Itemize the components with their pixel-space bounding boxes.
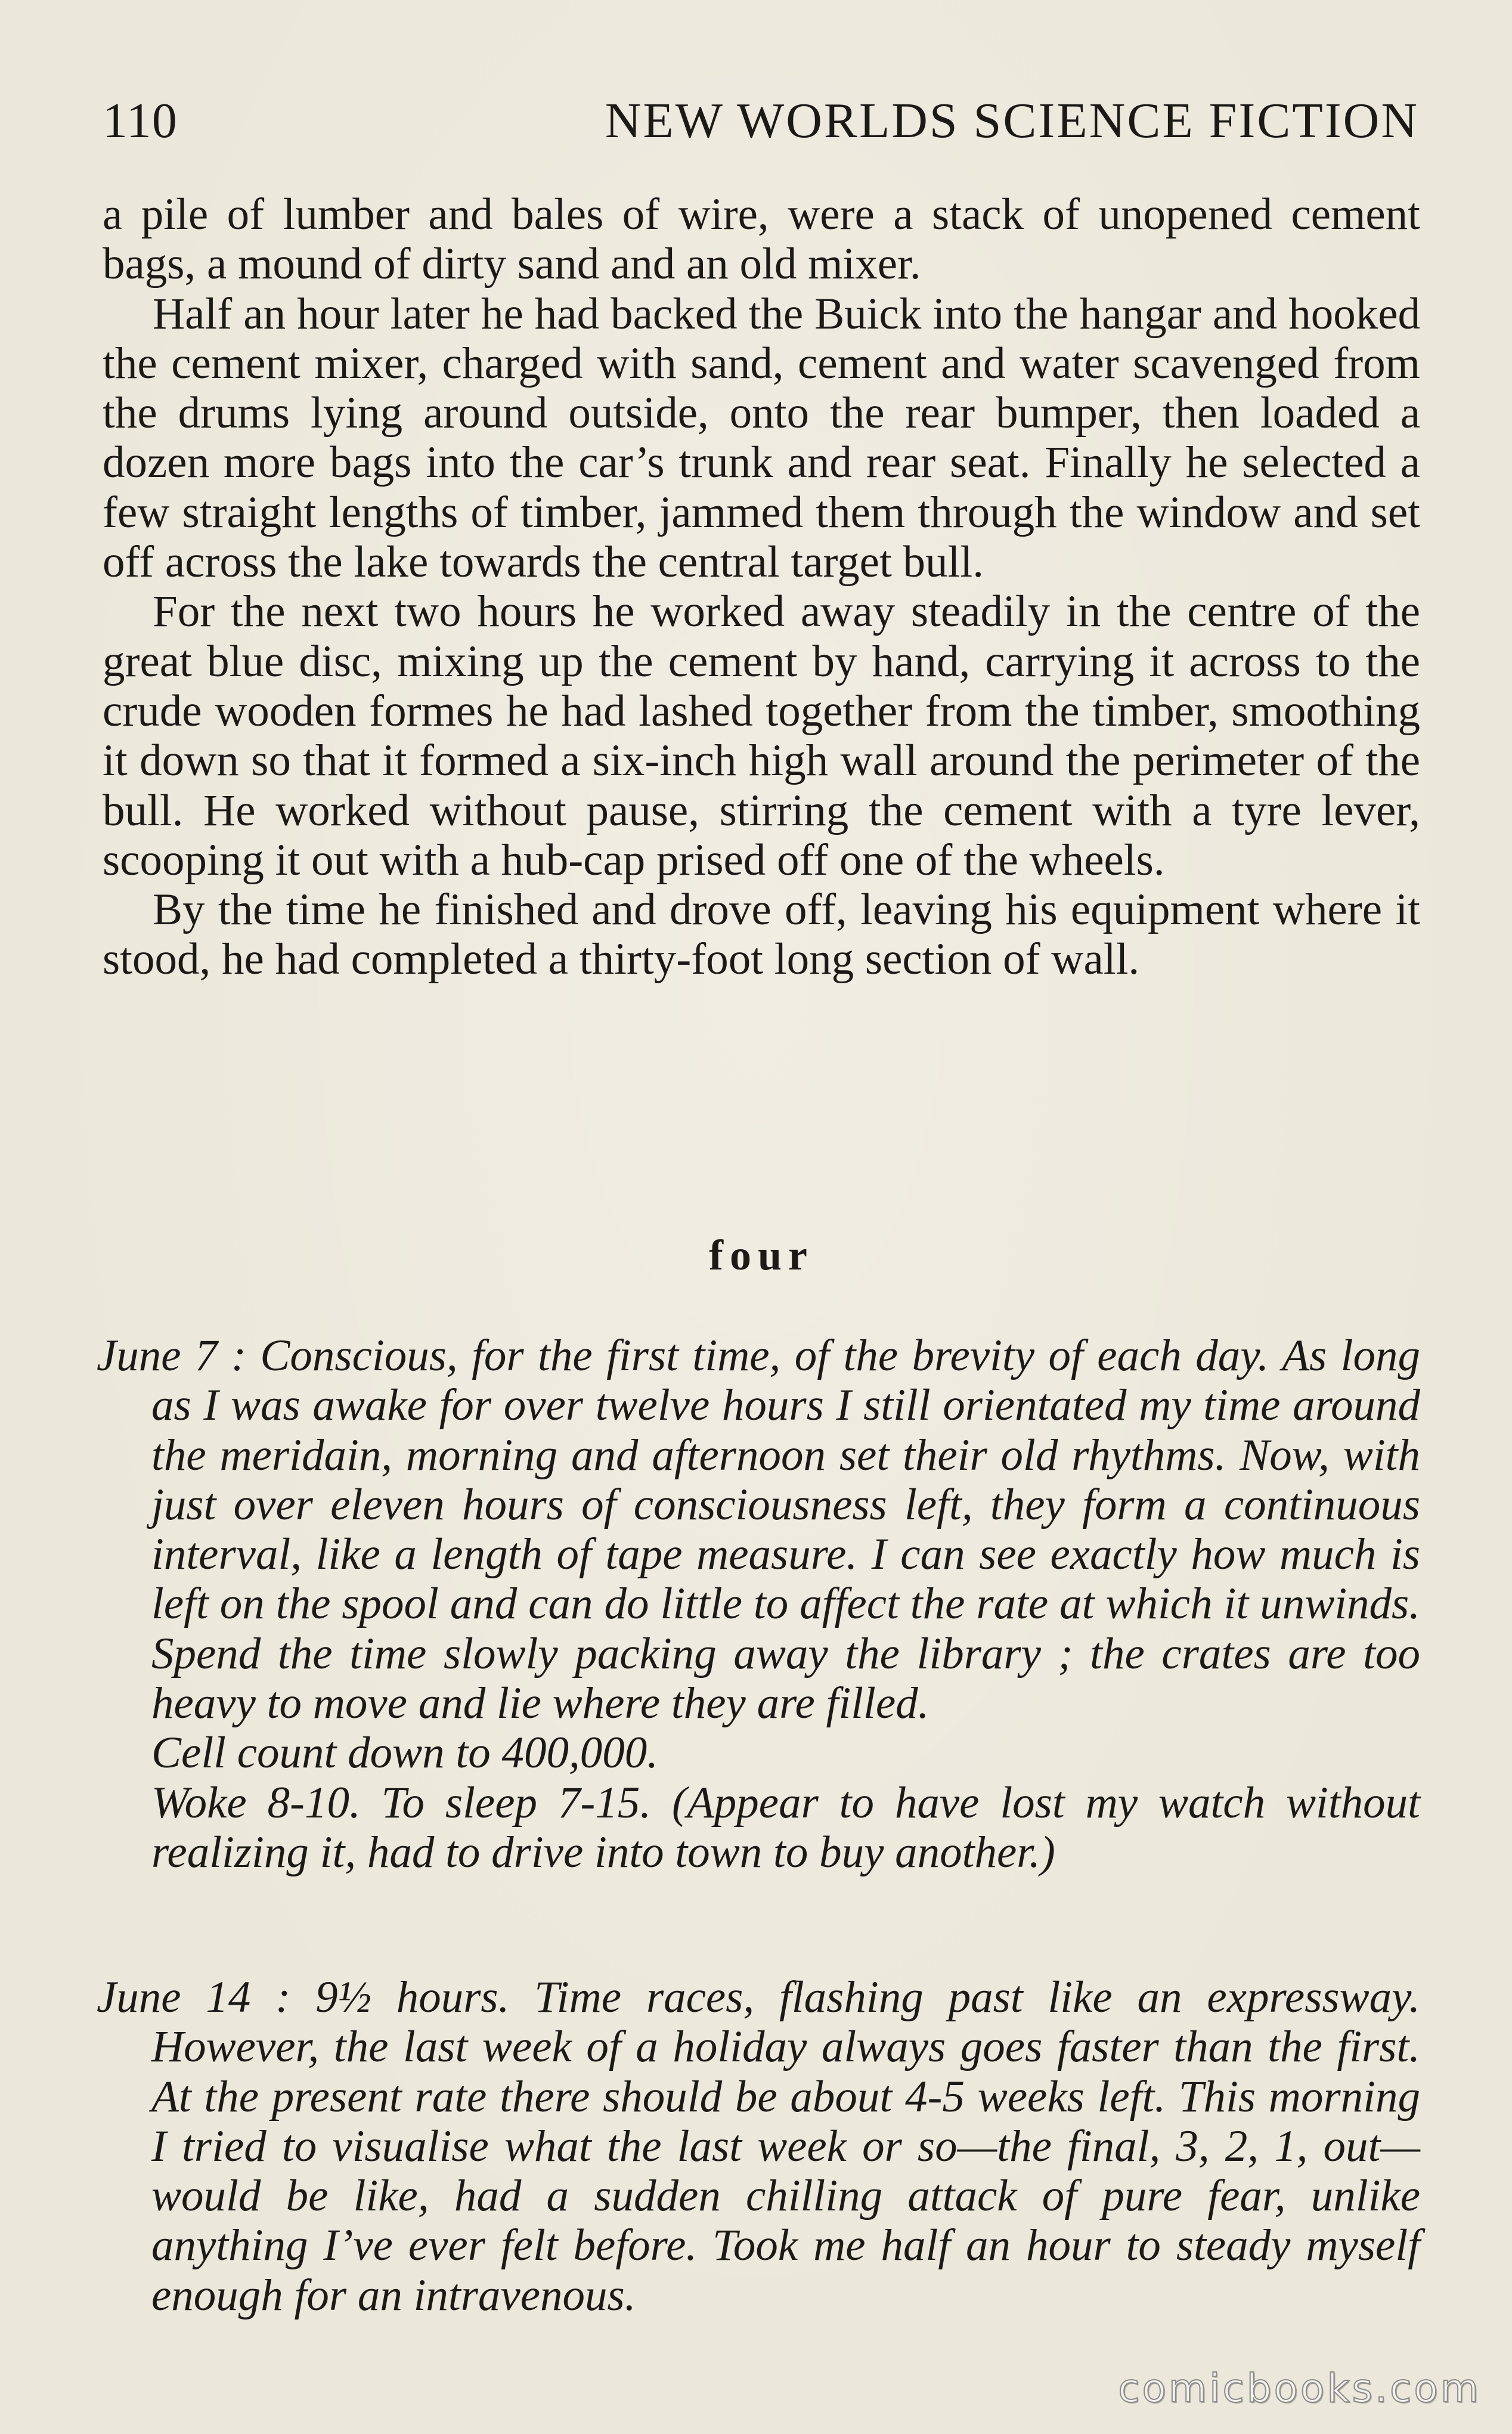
journal-entry bbox=[97, 1331, 1420, 1877]
paragraph: By the time he finished and drove off, leaving his equipment where it stood, he had completed a thirty-foot long section of wall. bbox=[103, 885, 1420, 984]
journal-entry-text: June 14 : 9½ hours. Time races, flashing past like an expressway. However, the last week of a holiday always goes faster than the first. At the present rate there should be about 4-5 weeks left. This morning I tried to visualise what the last week or so—the final, 3, 2, 1, out—would be like, had a sudden chilling attack of pure fear, unlike anything I’ve ever felt before. Took me half an hour to steady myself enough for an intravenous. bbox=[97, 1972, 1420, 2320]
journal-entry bbox=[97, 1972, 1420, 2320]
journal-entry-text: June 7 : Conscious, for the first time, of the brevity of each day. As long as I was awake for over twelve hours I still orientated my time around the meridain, morning and afternoon set their old rhythms. Now, with just over eleven hours of consciousness left, they form a continuous interval, like a length of tape measure. I can see exactly how much is left on the spool and can do little to affect the rate at which it unwinds. Spend the time slowly packing away the library ; the crates are too heavy to move and lie where they are filled. bbox=[97, 1331, 1420, 1729]
paragraph: a pile of lumber and bales of wire, were a stack of unopened cement bags, a mound of dirty sand and an old mixer. bbox=[103, 190, 1420, 289]
journal-entry-line: Woke 8-10. To sleep 7-15. (Appear to have lost my watch without realizing it, had to drive into town to buy another.) bbox=[151, 1777, 1420, 1877]
paragraph: For the next two hours he worked away steadily in the centre of the great blue disc, mixing up the cement by hand, carrying it across to the crude wooden formes he had lashed together from the timber, smoothing it down so that it formed a six-inch high wall around the perimeter of the bull. He worked without pause, stirring the cement with a tyre lever, scooping it out with a hub-cap prised off one of the wheels. bbox=[103, 587, 1420, 885]
page-number: 110 bbox=[103, 93, 178, 148]
paragraph: Half an hour later he had backed the Buick into the hangar and hooked the cement mixer, charged with sand, cement and water scavenged from the drums lying around outside, onto the rear bumper, then loaded a dozen more bags into the car’s trunk and rear seat. Finally he selected a few straight lengths of timber, jammed them through the window and set off across the lake towards the central target bull. bbox=[103, 289, 1420, 587]
chapter-heading: four bbox=[709, 1231, 814, 1279]
running-head bbox=[103, 88, 1419, 154]
watermark: comicbooks.com bbox=[1118, 2365, 1481, 2411]
journal-entry-line: Cell count down to 400,000. bbox=[151, 1728, 658, 1778]
magazine-title: NEW WORLDS SCIENCE FICTION bbox=[605, 93, 1419, 148]
body-text bbox=[103, 190, 1420, 984]
